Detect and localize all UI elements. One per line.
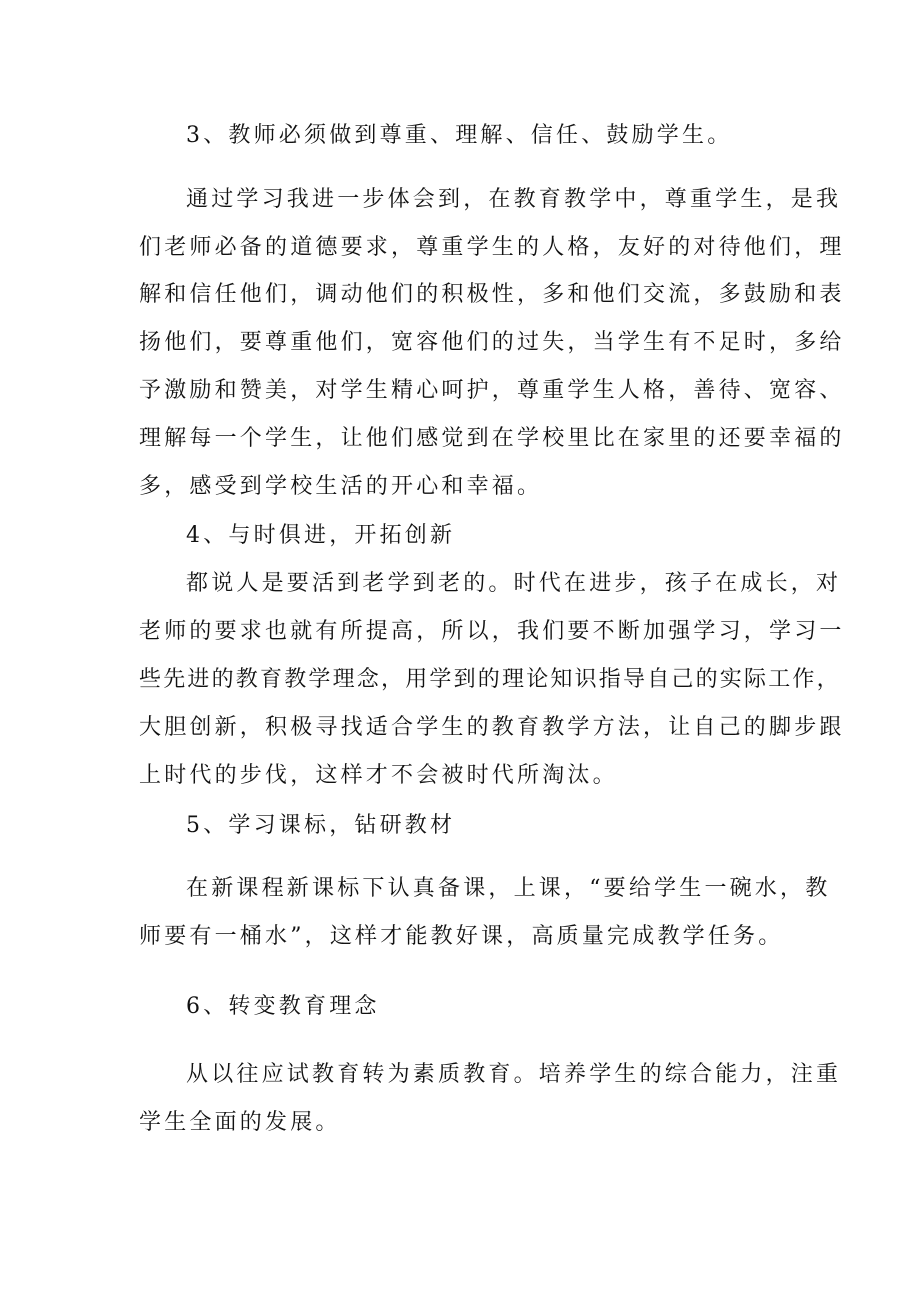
section-4-paragraph-line: 都说人是要活到老学到老的。时代在进步，孩子在成长，对 <box>186 571 842 596</box>
section-5-paragraph-line: 在新课程新课标下认真备课，上课，“要给学生一碗水，教 <box>186 876 831 901</box>
section-3-paragraph-line: 理解每一个学生，让他们感觉到在学校里比在家里的还要幸福的 <box>139 426 845 451</box>
section-3-heading: 3、教师必须做到尊重、理解、信任、鼓励学生。 <box>186 123 733 148</box>
section-5-heading: 5、学习课标，钻研教材 <box>186 813 456 838</box>
section-4-paragraph-line: 老师的要求也就有所提高，所以，我们要不断加强学习，学习一 <box>139 619 845 644</box>
section-5-paragraph-line: 师要有一桶水”，这样才能教好课，高质量完成教学任务。 <box>139 924 784 949</box>
section-3-paragraph-line: 扬他们，要尊重他们，宽容他们的过失，当学生有不足时，多给 <box>139 330 845 355</box>
section-4-paragraph-line: 些先进的教育教学理念，用学到的理论知识指导自己的实际工作， <box>139 667 841 692</box>
section-4-paragraph-line: 大胆创新，积极寻找适合学生的教育教学方法，让自己的脚步跟 <box>139 715 845 740</box>
section-6-heading: 6、转变教育理念 <box>186 994 380 1019</box>
section-3-paragraph-line: 予激励和赞美，对学生精心呵护，尊重学生人格，善待、宽容、 <box>139 378 845 403</box>
section-6-paragraph-line: 学生全面的发展。 <box>139 1110 341 1135</box>
section-4-heading: 4、与时俱进，开拓创新 <box>186 523 456 548</box>
section-4-paragraph-line: 上时代的步伐，这样才不会被时代所淘汰。 <box>139 763 618 788</box>
section-3-paragraph-line: 多，感受到学校生活的开心和幸福。 <box>139 474 543 499</box>
section-3-paragraph-line: 解和信任他们，调动他们的积极性，多和他们交流，多鼓励和表 <box>139 282 845 307</box>
section-3-paragraph-line: 通过学习我进一步体会到，在教育教学中，尊重学生，是我 <box>186 187 842 212</box>
section-3-paragraph-line: 们老师必备的道德要求，尊重学生的人格，友好的对待他们，理 <box>139 235 845 260</box>
section-6-paragraph-line: 从以往应试教育转为素质教育。培养学生的综合能力，注重 <box>186 1062 842 1087</box>
